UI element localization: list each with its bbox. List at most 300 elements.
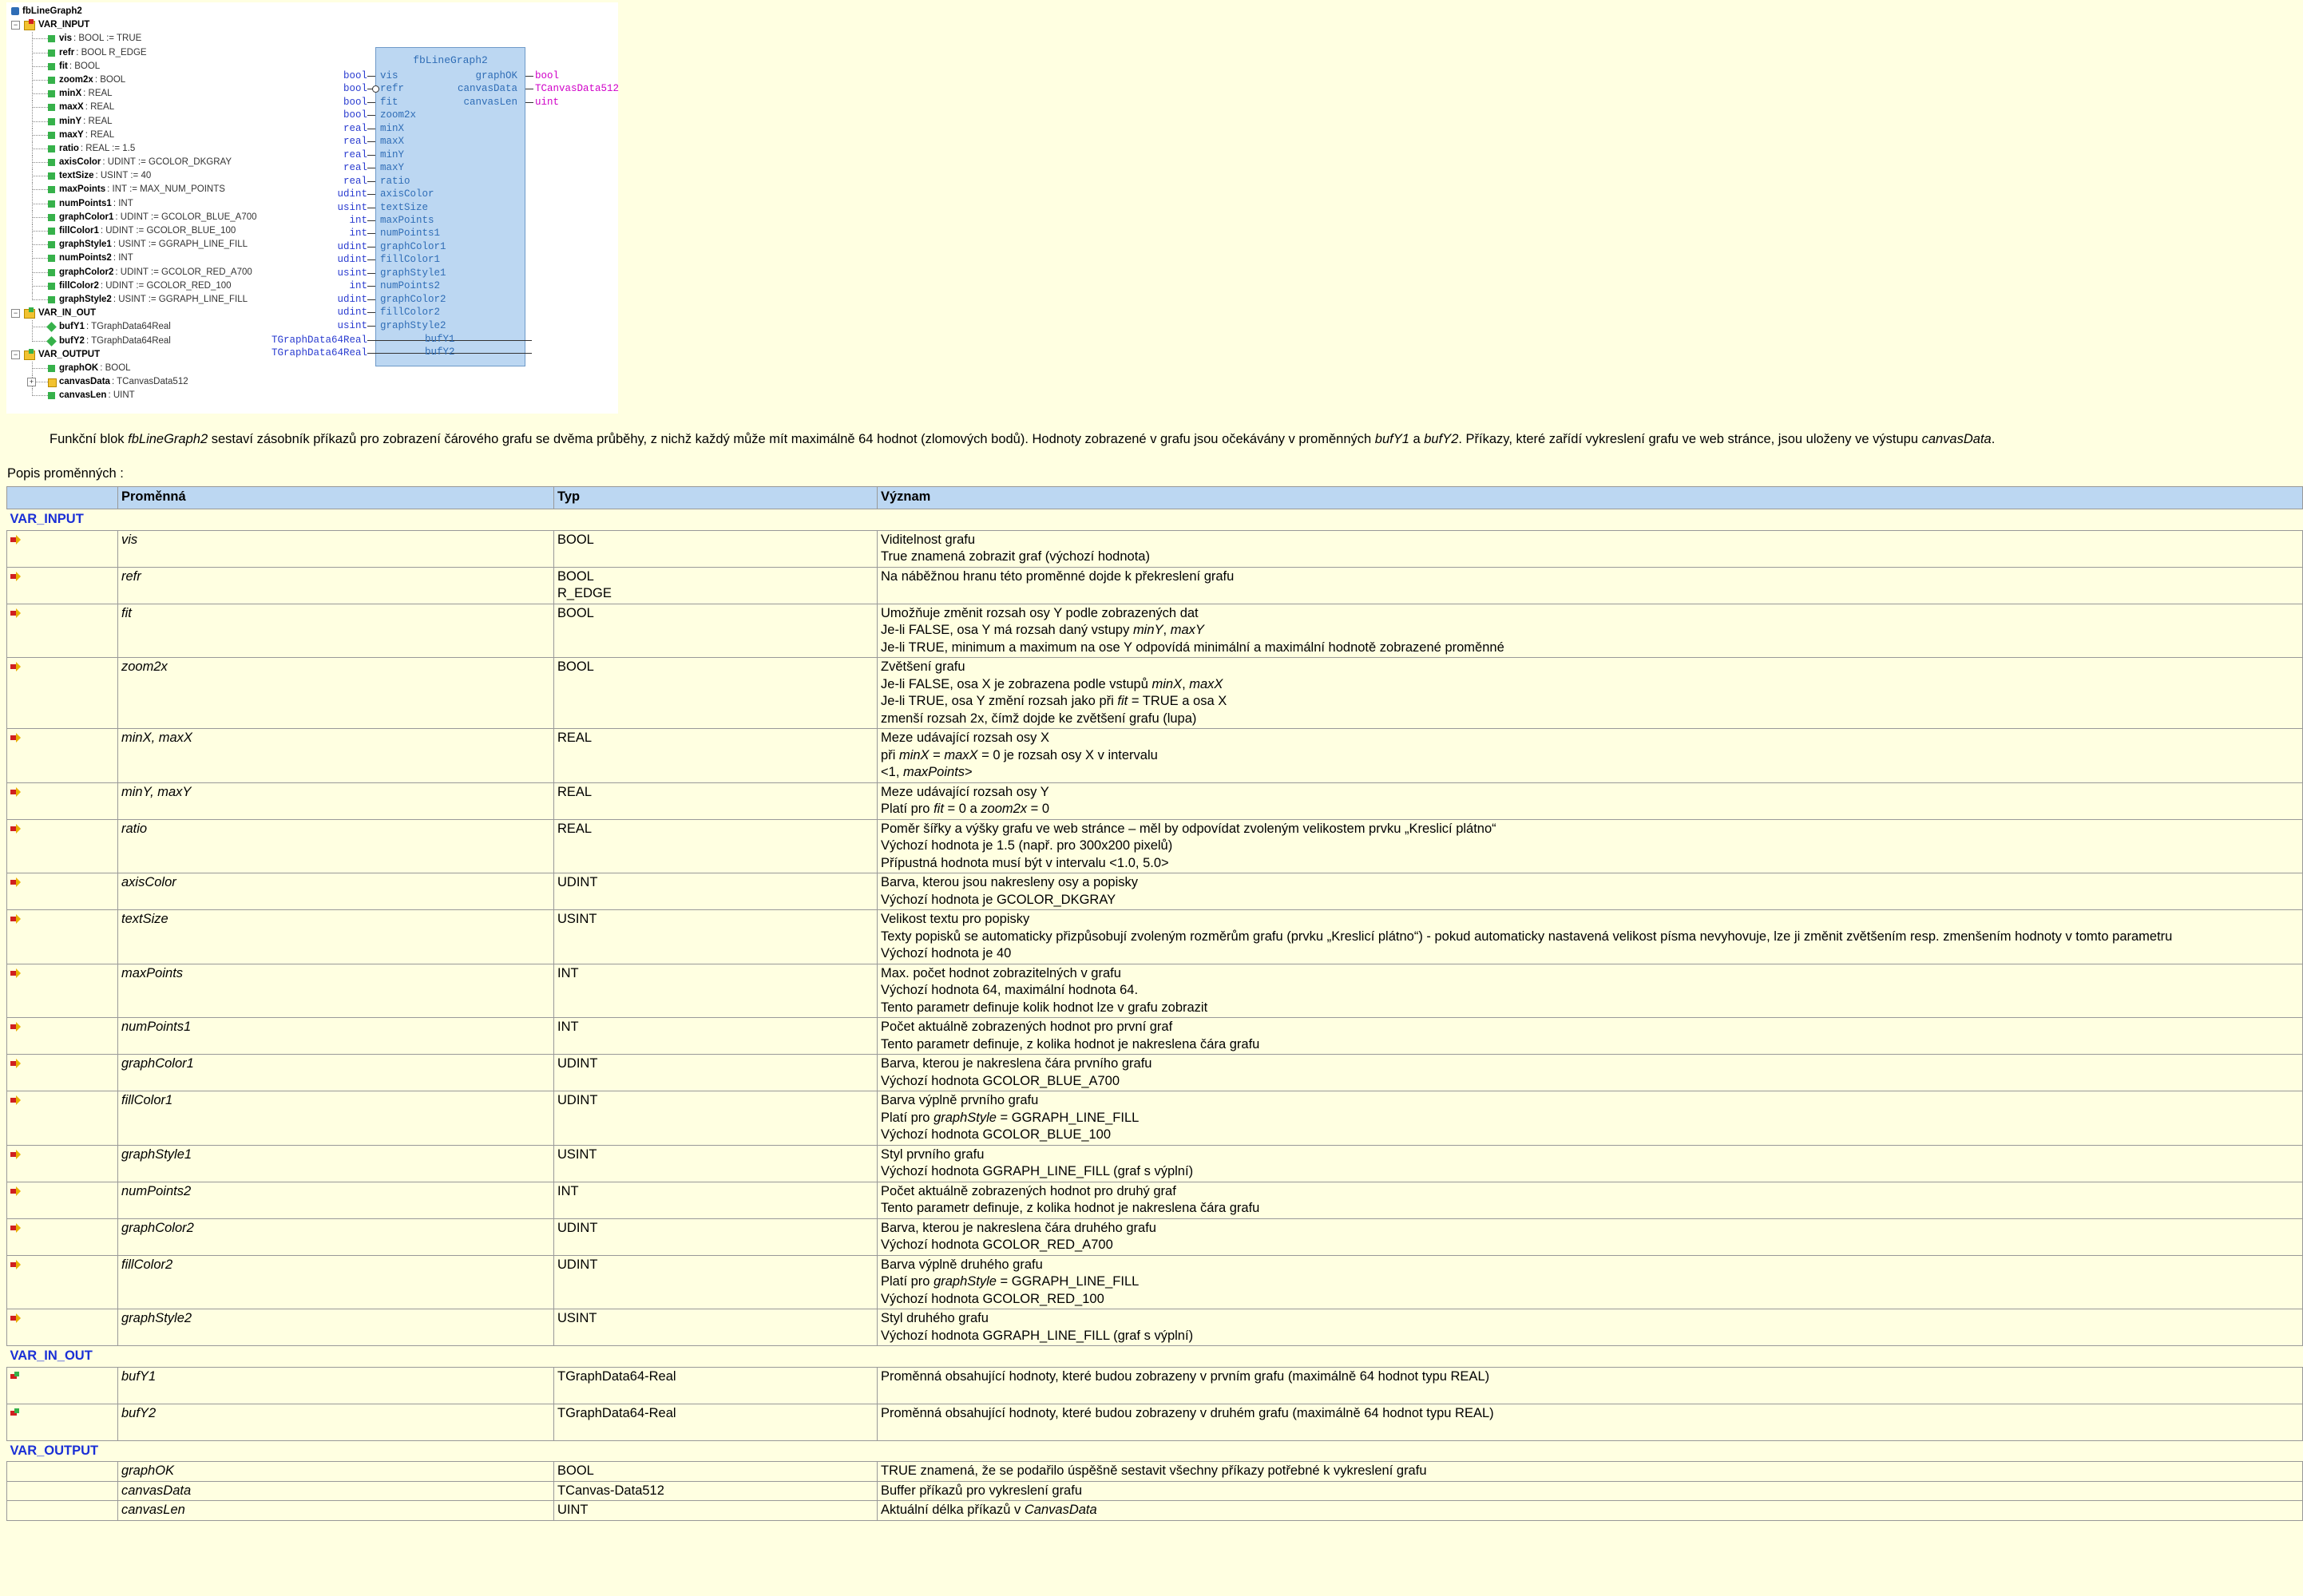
variable-name: graphStyle1 [118,1145,554,1182]
variable-icon [48,132,55,139]
collapse-icon[interactable]: − [11,350,20,359]
icon-part [16,572,21,581]
variable-type [554,1404,878,1440]
meaning-line: Viditelnost grafu [881,532,976,547]
variable-name: bufY2 [118,1404,554,1440]
variable-meaning [878,1462,2303,1482]
variable-name: ratio [118,819,554,873]
type-line: UDINT [557,1257,598,1272]
variable-meaning [878,530,2303,567]
table-row [7,1501,2303,1521]
icon-part [16,1223,21,1233]
icon-part [16,1059,21,1068]
meaning-line: Výchozí hodnota je GCOLOR_DKGRAY [881,892,1116,907]
tree-connector [32,293,33,300]
tree-item[interactable] [10,293,289,307]
row-icon-cell [7,1255,118,1309]
meaning-line: Výchozí hodnota je 1.5 (např. pro 300x200 pixelů) [881,838,1173,853]
pin-connector [367,194,375,195]
variable-icon [48,269,55,276]
tree-item-type: : UDINT := GCOLOR_BLUE_A700 [115,212,257,222]
type-line: USINT [557,912,597,926]
type-line: BOOL [557,1463,594,1478]
icon-part [16,608,21,618]
pin-type-label: udint [337,307,367,319]
tree-connector [32,286,48,287]
input-arrow-icon [10,968,21,979]
row-icon-cell [7,1218,118,1255]
meaning-line: Styl druhého grafu [881,1311,989,1325]
input-pin: graphColor1 [380,240,446,252]
tree-connector [32,46,33,60]
pin-type-label: udint [337,188,367,200]
row-icon-cell [7,782,118,819]
tree-item-type: : UDINT := GCOLOR_DKGRAY [102,157,232,168]
tree-item[interactable] [10,73,289,87]
variable-icon [48,104,55,111]
tree-item-name: ratio [59,143,79,153]
variable-type [554,1218,878,1255]
type-line: UDINT [557,875,598,889]
tree-item-type: : REAL [83,89,113,99]
expand-icon[interactable]: + [27,378,36,386]
tree-item-name: vis [59,34,72,44]
tree-connector [32,251,33,265]
meaning-line: Meze udávající rozsah osy Y [881,784,1049,799]
variable-type [554,729,878,783]
tree-connector [32,142,33,156]
meaning-line [881,1385,2299,1403]
pin-connector [367,286,375,287]
tree-item[interactable] [10,101,289,114]
input-arrow-icon [10,1150,21,1160]
pin-connector [367,247,375,248]
tree-item-type: : BOOL [100,362,131,373]
tree-connector [32,258,48,259]
variable-name: minY, maxY [118,782,554,819]
variable-type [554,1018,878,1055]
description-text: Funkční blok [50,432,129,446]
meaning-line: Barva, kterou je nakreslena čára druhého grafu [881,1220,1156,1235]
section-marker-icon [29,19,34,24]
tree-item-name: graphStyle2 [59,294,112,304]
tree-root-label: fbLineGraph2 [22,6,82,16]
tree-item-type: : REAL [85,102,115,113]
variable-type [554,567,878,604]
output-type-label: TCanvasData512 [535,83,620,95]
variable-name: fit [118,604,554,658]
tree-item-type: : USINT := 40 [95,171,152,181]
pin-connector [367,326,375,327]
variable-type [554,782,878,819]
variable-meaning [878,964,2303,1018]
tree-connector [32,162,48,163]
pin-type-label: usint [337,267,367,279]
table-row [7,964,2303,1018]
tree-section[interactable] [10,348,289,362]
tree-item-type: : INT := MAX_NUM_POINTS [107,184,225,195]
tree-item[interactable] [10,169,289,183]
tree-item-name: maxPoints [59,184,106,195]
tree-item-type: : UDINT := GCOLOR_BLUE_100 [100,226,236,236]
tree-item[interactable] [10,197,289,211]
tree-item-type: : USINT := GGRAPH_LINE_FILL [113,294,248,304]
meaning-line [881,1422,2299,1440]
tree-item-name: refr [59,47,75,57]
tree-item-name: canvasLen [59,390,107,401]
input-arrow-icon [10,1313,21,1324]
variable-meaning [878,1018,2303,1055]
description-text: . [1991,432,1996,446]
meaning-line: Výchozí hodnota 64, maximální hodnota 64. [881,983,1139,997]
input-arrow-icon [10,572,21,582]
header-meaning: Význam [878,487,2303,509]
input-pin: axisColor [380,188,434,200]
inout-arrow-icon [10,1408,21,1419]
variable-name: numPoints2 [118,1182,554,1218]
meaning-line: Výchozí hodnota GCOLOR_BLUE_100 [881,1127,1112,1142]
meaning-line: Aktuální délka příkazů v CanvasData [881,1503,1097,1517]
description-var: canvasData [1921,432,1992,446]
variable-meaning [878,1501,2303,1521]
block-icon [11,7,19,15]
output-type-label: bool [535,70,560,81]
variable-icon [48,159,55,166]
tree-connector [32,279,33,293]
tree-item-name: graphStyle1 [59,240,112,250]
meaning-line: Je-li FALSE, osa X je zobrazena podle vstupů minX, maxX [881,676,1223,691]
pin-connector [367,312,375,313]
input-pin: fillColor1 [380,254,441,266]
table-row [7,1255,2303,1309]
pin-connector [367,220,375,221]
tree-item-name: axisColor [59,157,101,168]
type-line: INT [557,1183,579,1198]
input-arrow-icon [10,1260,21,1270]
variable-meaning [878,1255,2303,1309]
table-section-label: VAR_IN_OUT [7,1346,2303,1368]
variable-name: textSize [118,910,554,964]
meaning-line: Barva výplně druhého grafu [881,1257,1043,1272]
tree-item[interactable] [10,87,289,101]
tree-section-label: VAR_INPUT [38,20,90,30]
tree-section[interactable] [10,18,289,32]
tree-item[interactable] [10,60,289,73]
tree-connector [32,73,33,87]
tree-root[interactable] [10,5,289,18]
input-pin: zoom2x [380,109,417,121]
tree-connector [32,80,48,81]
variable-icon [48,90,55,97]
tree-connector [32,183,33,196]
variable-tree [10,5,289,412]
pin-connector [367,181,375,182]
pin-type-label: bool [343,109,367,121]
variable-type [554,964,878,1018]
tree-connector [32,135,48,136]
tree-connector [32,389,33,396]
type-line: INT [557,1020,579,1034]
table-row [7,1055,2303,1091]
tree-connector [32,395,48,396]
tree-item[interactable] [10,238,289,251]
tree-connector [32,156,33,169]
tree-item[interactable] [10,362,289,375]
tree-item-name: graphColor2 [59,267,114,277]
variable-name: zoom2x [118,658,554,729]
type-line: BOOL [557,605,594,620]
tree-connector [32,224,33,238]
icon-part [16,1022,21,1032]
icon-part [16,1313,21,1323]
tree-connector [32,169,33,183]
tree-section-label: VAR_OUTPUT [38,349,101,359]
tree-connector [32,335,33,342]
variable-name: numPoints1 [118,1018,554,1055]
type-line: TCanvas-Data512 [557,1483,664,1498]
meaning-line: Styl prvního grafu [881,1147,985,1162]
input-arrow-icon [10,877,21,888]
input-pin: fillColor2 [380,307,441,319]
variable-type [554,1501,878,1521]
tree-connector [32,60,33,73]
variable-type [554,1145,878,1182]
tree-item-type: : USINT := GGRAPH_LINE_FILL [113,240,248,250]
input-arrow-icon [10,733,21,743]
tree-item-name: fillColor2 [59,280,99,291]
variable-type [554,873,878,910]
meaning-line: Výchozí hodnota GCOLOR_RED_A700 [881,1238,1113,1252]
table-row [7,530,2303,567]
table-row [7,1182,2303,1218]
tree-item-name: minX [59,89,82,99]
header-variable: Proměnná [118,487,554,509]
function-block-title: fbLineGraph2 [413,54,488,66]
tree-item-type: : TGraphData64Real [85,322,171,332]
tree-item-name: minY [59,116,82,126]
output-pin: canvasLen [463,96,517,108]
row-icon-cell [7,1309,118,1346]
row-icon-cell [7,604,118,658]
pin-connector [367,299,375,300]
icon-part [16,787,21,797]
variable-icon [48,392,55,399]
pin-connector [367,141,375,142]
table-row [7,819,2303,873]
variable-icon [48,186,55,193]
variable-name: canvasData [118,1481,554,1501]
variable-meaning [878,1182,2303,1218]
input-arrow-icon [10,1059,21,1069]
icon-part [16,535,21,545]
input-pin: graphStyle2 [380,319,446,331]
pin-connector [367,76,375,77]
input-arrow-icon [10,914,21,925]
inout-arrow-icon [10,1372,21,1382]
variable-type [554,530,878,567]
tree-item[interactable] [10,266,289,279]
variable-name: fillColor1 [118,1091,554,1146]
variable-type [554,1481,878,1501]
tree-item[interactable] [10,375,289,389]
pin-type-label: real [343,162,367,174]
collapse-icon[interactable]: − [11,309,20,318]
description-var: bufY1 [1374,432,1409,446]
tree-item[interactable] [10,115,289,129]
variable-meaning [878,1091,2303,1146]
tree-connector [32,107,48,108]
variable-icon [48,214,55,221]
input-arrow-icon [10,1223,21,1234]
tree-connector [32,197,33,211]
tree-item-type: : UDINT := GCOLOR_RED_A700 [115,267,252,277]
tree-connector [32,189,48,190]
pin-connector [525,102,533,103]
meaning-line: <1, maxPoints> [881,765,973,779]
tree-item[interactable] [10,251,289,265]
tree-connector [32,231,48,232]
icon-part [16,733,21,743]
type-line: BOOL [557,568,594,584]
meaning-line: True znamená zobrazit graf (výchozí hodnota) [881,549,1150,564]
icon-part [16,877,21,887]
tree-item-name: graphColor1 [59,212,114,222]
tree-item-type: : INT [113,198,133,208]
pin-type-label: int [349,214,367,226]
pin-type-label: udint [337,240,367,252]
variable-name: bufY1 [118,1367,554,1404]
section-marker-icon [29,349,34,354]
table-section-row [7,1346,2303,1368]
meaning-line: Platí pro graphStyle = GGRAPH_LINE_FILL [881,1274,1140,1289]
input-pin: minX [380,122,405,134]
tree-item-name: bufY1 [59,322,85,332]
tree-item[interactable] [10,183,289,196]
table-row [7,1145,2303,1182]
input-pin: graphColor2 [380,293,446,305]
pin-type-label: usint [337,201,367,213]
tree-item[interactable] [10,46,289,60]
description-text: a [1409,432,1425,446]
description-fb: fbLineGraph2 [128,432,208,446]
meaning-line: Počet aktuálně zobrazených hodnot pro první graf [881,1020,1173,1034]
icon-part [16,1150,21,1159]
tree-connector [32,272,48,273]
table-section-label: VAR_INPUT [7,509,2303,531]
input-arrow-icon [10,787,21,798]
meaning-line: Je-li TRUE, minimum a maximum na ose Y odpovídá minimální a maximální hodnotě zobrazené proměnné [881,640,1504,655]
inout-variable-icon [46,322,57,332]
tree-item[interactable] [10,279,289,293]
tree-item[interactable] [10,389,289,402]
meaning-line: Výchozí hodnota je 40 [881,946,1012,960]
input-pin: numPoints2 [380,280,441,292]
variable-meaning [878,1367,2303,1404]
pin-connector [367,115,375,116]
type-line: TGraphData64-Real [557,1368,676,1384]
variable-icon [48,255,55,262]
row-icon-cell [7,1367,118,1404]
variable-meaning [878,910,2303,964]
input-arrow-icon [10,535,21,545]
header-icon [7,487,118,509]
table-row [7,782,2303,819]
icon-part [14,1372,19,1376]
type-line: REAL [557,731,593,745]
pin-type-label: udint [337,254,367,266]
variable-meaning [878,658,2303,729]
meaning-line: Počet aktuálně zobrazených hodnot pro druhý graf [881,1183,1176,1198]
variable-name: graphOK [118,1462,554,1482]
tree-item[interactable] [10,142,289,156]
table-row [7,1309,2303,1346]
row-icon-cell [7,1018,118,1055]
variable-meaning [878,782,2303,819]
tree-item[interactable] [10,32,289,46]
tree-item-type: : TCanvasData512 [111,377,188,387]
tree-item-name: bufY2 [59,335,85,346]
row-icon-cell [7,910,118,964]
input-pin: ratio [380,175,410,187]
meaning-line: Na náběžnou hranu této proměnné dojde k překreslení grafu [881,568,1235,584]
tree-item[interactable] [10,224,289,238]
type-line: BOOL [557,659,594,674]
collapse-icon[interactable]: − [11,21,20,30]
variable-type [554,1367,878,1404]
pin-type-label: bool [343,83,367,95]
tree-item[interactable] [10,335,289,348]
table-row [7,1404,2303,1440]
input-pin: maxX [380,136,405,148]
row-icon-cell [7,1462,118,1482]
meaning-line: Barva, kterou je nakreslena čára prvního grafu [881,1056,1152,1071]
tree-item-name: fit [59,61,68,71]
pin-type-label: real [343,149,367,160]
input-pin: textSize [380,201,429,213]
input-pin: vis [380,70,398,81]
meaning-line: Max. počet hodnot zobrazitelných v grafu [881,965,1121,980]
meaning-line: Meze udávající rozsah osy X [881,731,1050,745]
tree-item[interactable] [10,129,289,142]
tree-item-name: fillColor1 [59,226,99,236]
tree-item[interactable] [10,320,289,334]
section-marker-icon [29,307,34,312]
input-pin: minY [380,149,405,160]
tree-connector [32,115,33,129]
table-row [7,1481,2303,1501]
meaning-line: Výchozí hodnota GGRAPH_LINE_FILL (graf s výplní) [881,1164,1194,1178]
meaning-line: Zvětšení grafu [881,659,965,674]
tree-connector [32,266,33,279]
variable-meaning [878,819,2303,873]
table-row [7,1367,2303,1404]
tree-section[interactable] [10,307,289,320]
variable-icon [48,172,55,180]
tree-item-type: : REAL := 1.5 [80,143,136,153]
variable-meaning [878,604,2303,658]
output-pin: canvasData [457,83,517,95]
variable-icon [48,63,55,70]
meaning-line: při minX = maxX = 0 je rozsah osy X v intervalu [881,747,1158,762]
meaning-line: Platí pro graphStyle = GGRAPH_LINE_FILL [881,1110,1140,1125]
row-icon-cell [7,1091,118,1146]
inout-variable-icon [46,336,57,347]
tree-item[interactable] [10,211,289,224]
tree-item[interactable] [10,156,289,169]
tree-item-type: : BOOL [69,61,101,71]
meaning-line: Výchozí hodnota GCOLOR_RED_100 [881,1291,1104,1306]
table-row [7,567,2303,604]
